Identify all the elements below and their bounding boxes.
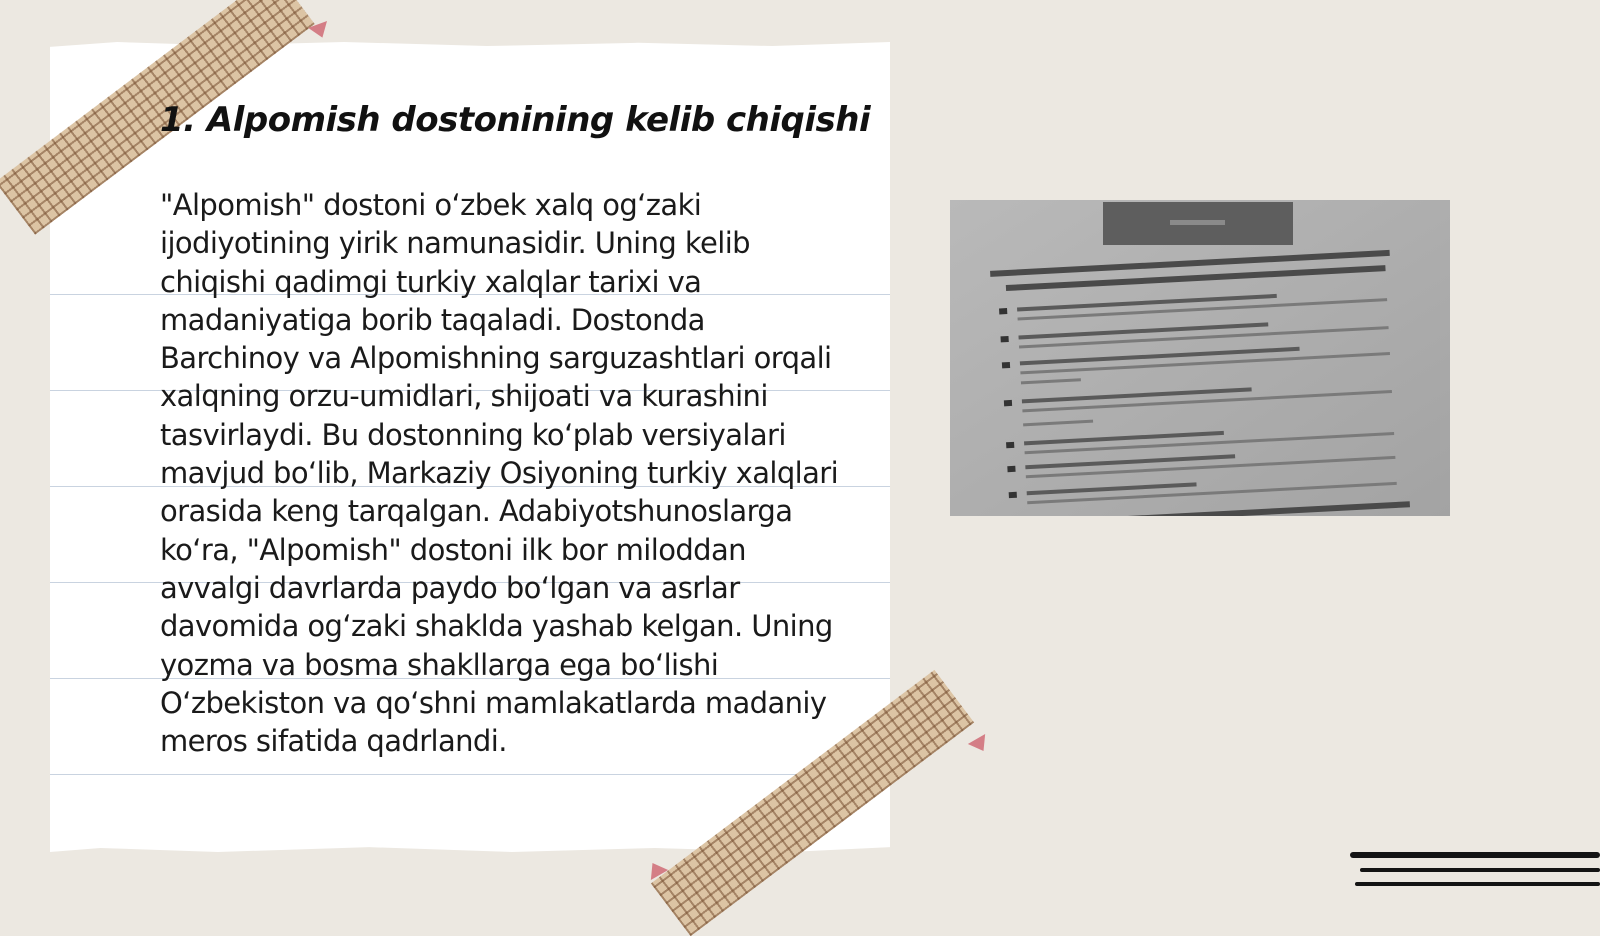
decorative-stroke (1355, 882, 1600, 886)
slide-title: 1. Alpomish dostonining kelib chiqishi (160, 100, 871, 140)
decorative-stroke (1350, 852, 1600, 858)
tape-fold-corner (968, 734, 992, 756)
ruled-line (50, 774, 890, 775)
slide-paragraph: "Alpomish" dostoni o‘zbek xalq og‘zaki ijodiyotining yirik namunasidir. Uning kelib chiqishi qadimgi turkiy xalqlar tarixi va madaniyatiga borib taqaladi. Dostonda Barchinoy va Alpomishning sarguzashtlari orqali xalqning orzu-umidlari, shijoati va kurashini tasvirlaydi. Bu dostonning ko‘plab versiyalari mavjud bo‘lib, Markaziy Osiyoning turkiy xalqlari orasida keng tarqalgan. Adabiyotshunoslarga ko‘ra, "Alpomish" dostoni ilk bor miloddan avvalgi davrlarda paydo bo‘lgan va asrlar davomida og‘zaki shaklda yashab kelgan. Uning yozma va bosma shakllarga ega bo‘lishi O‘zbekiston va qo‘shni mamlakatlarda madaniy meros sifatida qadrlandi. (160, 188, 839, 759)
worksheet-photo (950, 200, 1450, 516)
decorative-stroke (1360, 868, 1600, 872)
